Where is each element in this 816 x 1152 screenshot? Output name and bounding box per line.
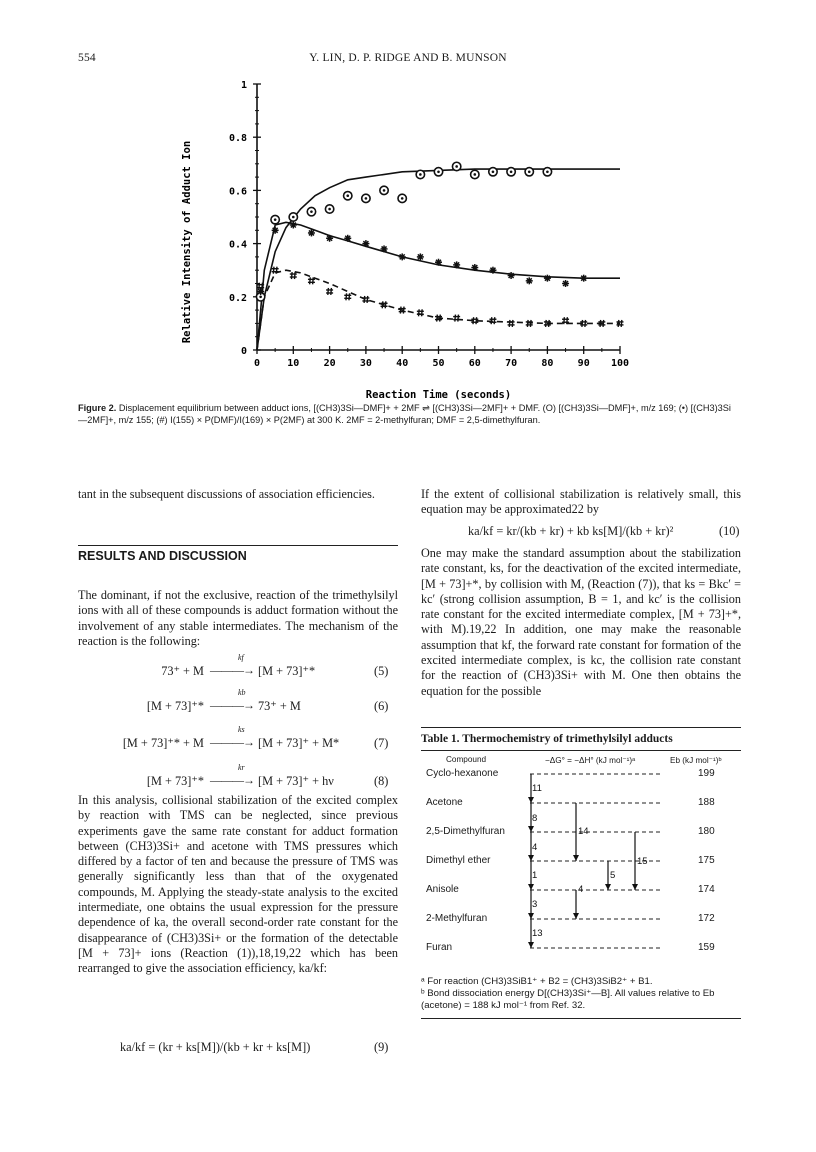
x-tick-label: 80 bbox=[541, 358, 554, 369]
series-2-point bbox=[508, 272, 515, 279]
series-3-point-stroke bbox=[346, 293, 347, 300]
ladder-value-label: 1 bbox=[532, 870, 538, 881]
ladder-arrow-head bbox=[573, 855, 579, 861]
reaction-arrow: ———→ bbox=[210, 773, 254, 787]
series-3-point-stroke bbox=[527, 320, 528, 327]
rate-constant-label: kr bbox=[238, 763, 245, 772]
series-1-point-center bbox=[328, 208, 331, 211]
series-3-point-stroke bbox=[364, 296, 365, 303]
rate-constant-label: kf bbox=[238, 653, 244, 662]
series-3-point-stroke bbox=[585, 320, 586, 327]
series-3-point-stroke bbox=[382, 301, 383, 308]
y-tick-label: 0.8 bbox=[228, 133, 247, 145]
table-compound-cell: Anisole bbox=[426, 884, 459, 895]
series-3-point-stroke bbox=[310, 277, 311, 284]
figure-caption bbox=[78, 403, 738, 426]
table-col-dg: −ΔG° = −ΔH° (kJ mol⁻¹)ᵃ bbox=[545, 756, 636, 765]
ladder-arrow-head bbox=[528, 942, 534, 948]
series-1-point-center bbox=[310, 210, 313, 213]
ladder-arrow-head bbox=[528, 913, 534, 919]
ladder-value-label: 15 bbox=[637, 856, 648, 867]
reaction-arrow: ———→ bbox=[210, 735, 254, 749]
table-compound-cell: Furan bbox=[426, 942, 453, 953]
equation-10: ka/kf = kr/(kb + kr) + kb ks[M]/(kb + kr)² bbox=[468, 524, 674, 538]
ladder-value-label: 4 bbox=[532, 842, 538, 853]
series-3-point-stroke bbox=[491, 317, 492, 324]
ladder-value-label: 4 bbox=[578, 884, 584, 895]
series-3-point-stroke bbox=[564, 317, 565, 324]
series-3-point-stroke bbox=[582, 320, 583, 327]
equation-9: ka/kf = (kr + ks[M])/(kb + kr + ks[M]) bbox=[120, 1040, 311, 1054]
right-paragraph-1: If the extent of collisional stabilization is relatively small, this equation may be approximated22 by bbox=[421, 487, 741, 517]
series-3-point-stroke bbox=[422, 309, 423, 316]
equation-rhs: [M + 73]⁺* bbox=[258, 664, 316, 678]
series-3-point-stroke bbox=[295, 272, 296, 279]
right-paragraph-2: One may make the standard assumption about the stabilization rate constant, ks, for the deactivation of the excited intermediate, [M + 73]+*, by collision with M, (Reaction (7)), that ks = Bkc′ = kc′ (strong collision assumption, B = 1, and kc′ is the collision rate constant for the excited intermediate complex, [M + 73]+*, with M).19,22 In addition, one may make the reasonable assumption that kf, the forward rate constant for formation of the excited intermediate complex, is kc, the collision rate constant for the reaction of (CH3)3Si+ with M. One then obtains the equation for the possible bbox=[421, 546, 741, 698]
table-header-rule bbox=[421, 750, 741, 751]
series-3-point-stroke bbox=[313, 277, 314, 284]
section-rule bbox=[78, 545, 398, 546]
series-3-point-stroke bbox=[367, 296, 368, 303]
series-3-point-stroke bbox=[546, 320, 547, 327]
series-1-point-center bbox=[510, 170, 513, 173]
series-3-point-stroke bbox=[530, 320, 531, 327]
ladder-arrow-head bbox=[528, 884, 534, 890]
series-3-point-stroke bbox=[349, 293, 350, 300]
table-compound-cell: 2,5-Dimethylfuran bbox=[426, 826, 505, 837]
equation-10-number: (10) bbox=[719, 524, 740, 538]
equation-row-7 bbox=[78, 725, 398, 752]
reaction-arrow: ———→ bbox=[210, 663, 254, 677]
table-compound-cell: Dimethyl ether bbox=[426, 855, 491, 866]
equation-lhs: [M + 73]⁺* bbox=[146, 699, 204, 713]
ladder-arrow-head bbox=[528, 797, 534, 803]
table-top-rule bbox=[421, 727, 741, 728]
series-3-point-stroke bbox=[621, 320, 622, 327]
equation-row-5 bbox=[78, 653, 398, 680]
x-tick-label: 20 bbox=[323, 358, 336, 369]
table-compound-cell: Acetone bbox=[426, 797, 463, 808]
series-1-point-center bbox=[346, 194, 349, 197]
series-1-point-center bbox=[383, 189, 386, 192]
table-compound-cell: Cyclo-hexanone bbox=[426, 768, 499, 779]
table-eb-cell: 172 bbox=[698, 913, 715, 924]
series-3-point-stroke bbox=[455, 315, 456, 322]
series-2-point bbox=[544, 275, 551, 282]
series-3-point-stroke bbox=[440, 315, 441, 322]
series-2-point bbox=[290, 221, 297, 228]
equation-number: (8) bbox=[374, 774, 389, 788]
series-2-point bbox=[471, 264, 478, 271]
series-1-point-center bbox=[528, 170, 531, 173]
ladder-value-label: 14 bbox=[578, 826, 589, 837]
series-2-point bbox=[435, 259, 442, 266]
rate-constant-label: kb bbox=[238, 688, 246, 697]
series-1-point-center bbox=[274, 218, 277, 221]
series-3-point-stroke bbox=[600, 320, 601, 327]
series-3-point-stroke bbox=[385, 301, 386, 308]
ladder-value-label: 11 bbox=[532, 783, 542, 794]
series-3-point bbox=[344, 293, 351, 300]
series-3-point-stroke bbox=[549, 320, 550, 327]
table-bottom-rule bbox=[421, 1018, 741, 1019]
y-tick-label: 0.6 bbox=[228, 186, 247, 198]
series-2-point bbox=[417, 253, 424, 260]
x-tick-label: 30 bbox=[359, 358, 372, 369]
table-eb-cell: 175 bbox=[698, 855, 715, 866]
series-2-point bbox=[526, 277, 533, 284]
series-1-point-center bbox=[401, 197, 404, 200]
series-3-point-stroke bbox=[476, 317, 477, 324]
ladder-value-label: 8 bbox=[532, 813, 538, 824]
series-3-point-stroke bbox=[403, 307, 404, 314]
series-3-point-stroke bbox=[276, 267, 277, 274]
series-3-point-stroke bbox=[292, 272, 293, 279]
ladder-arrow-head bbox=[528, 855, 534, 861]
ladder-value-label: 13 bbox=[532, 928, 543, 939]
table-footnote-b: ᵇ Bond dissociation energy D[(CH3)3Si⁺—B]. All values relative to Eb (acetone) = 188 kJ mol⁻¹ from Ref. 32. bbox=[421, 988, 715, 1011]
table-footnote-a: ᵃ For reaction (CH3)3SiB1⁺ + B2 = (CH3)3SiB2⁺ + B1. bbox=[421, 976, 653, 987]
series-1-point-center bbox=[492, 170, 495, 173]
table-col-eb: Eb (kJ mol⁻¹)ᵇ bbox=[670, 756, 722, 765]
series-1-point-center bbox=[365, 197, 368, 200]
series-3-point-stroke bbox=[437, 315, 438, 322]
equation-number: (7) bbox=[374, 736, 389, 750]
series-3-point-stroke bbox=[328, 288, 329, 295]
series-3-point-stroke bbox=[618, 320, 619, 327]
series-3-point bbox=[508, 320, 515, 327]
series-2-point bbox=[272, 227, 279, 234]
series-2-point bbox=[381, 245, 388, 252]
equation-rhs: [M + 73]⁺ + hν bbox=[258, 774, 334, 788]
series-1-point-center bbox=[474, 173, 477, 176]
equation-row-8 bbox=[78, 763, 398, 790]
x-tick-label: 70 bbox=[505, 358, 518, 369]
series-3-point bbox=[453, 315, 460, 322]
series-2-point bbox=[399, 253, 406, 260]
table-eb-cell: 199 bbox=[698, 768, 715, 779]
x-tick-label: 50 bbox=[432, 358, 445, 369]
series-3-point-stroke bbox=[567, 317, 568, 324]
equation-number: (6) bbox=[374, 699, 389, 713]
thermochemistry-ladder bbox=[520, 764, 670, 974]
equation-lhs: 73⁺ + M bbox=[161, 664, 204, 678]
y-axis-label: Relative Intensity of Adduct Ion bbox=[181, 140, 193, 344]
y-tick-label: 0.4 bbox=[228, 239, 247, 251]
series-1-point-center bbox=[455, 165, 458, 168]
series-2-point bbox=[344, 235, 351, 242]
ladder-arrow-head bbox=[528, 826, 534, 832]
results-paragraph-2: In this analysis, collisional stabilization of the excited complex by reaction with TMS can be neglected, since previous experiments gave the same rate constant for adduct formation between (CH3)3Si+ and acetone with TMS pressures which differed by a factor of ten and because the pressure of TMS was generally significantly less than that of the oxygenated compounds, M. Applying the steady-state analysis to the excited intermediate, one obtains the usual expression for the pressure dependence of ka, the overall second-order rate constant for the disappearance of (CH3)3Si+ or the formation of the detectable [M + 73]+ ions (Reaction (1)),18,19,22 which has been rearranged to give the association efficiency, ka/kf: bbox=[78, 793, 398, 976]
series-3-point-stroke bbox=[458, 315, 459, 322]
x-tick-label: 90 bbox=[577, 358, 590, 369]
equation-9-number: (9) bbox=[374, 1040, 389, 1054]
series-3-point-stroke bbox=[262, 283, 263, 290]
series-2-point bbox=[562, 280, 569, 287]
rate-constant-label: ks bbox=[238, 725, 245, 734]
y-tick-label: 0.2 bbox=[228, 292, 247, 304]
figure-caption-label: Figure 2. bbox=[78, 403, 117, 413]
table-compound-cell: 2-Methylfuran bbox=[426, 913, 488, 924]
figure-caption-text: Displacement equilibrium between adduct ions, [(CH3)3Si—DMF]+ + 2MF ⇌ [(CH3)3Si—2MF]+ + DMF. (O) [(CH3)3Si—DMF]+, m/z 169; (•) [(CH3)3Si—2MF]+, m/z 155; (#) I(155) × P(DMF)/I(169) × P(2MF) at 300 K. 2MF = 2-methylfuran; DMF = 2,5-dimethylfuran. bbox=[78, 403, 731, 425]
x-tick-label: 10 bbox=[287, 358, 300, 369]
results-paragraph-1: The dominant, if not the exclusive, reaction of the trimethylsilyl ions with all of these compounds is adduct formation without the involvement of any stable intermediates. The mechanism of the reaction is the following: bbox=[78, 588, 398, 648]
ladder-value-label: 5 bbox=[610, 870, 616, 881]
x-tick-label: 40 bbox=[396, 358, 409, 369]
series-2-point bbox=[580, 275, 587, 282]
table-eb-cell: 159 bbox=[698, 942, 715, 953]
series-2-point bbox=[362, 240, 369, 247]
ladder-arrow-head bbox=[573, 913, 579, 919]
y-tick-label: 0 bbox=[240, 346, 247, 357]
table-eb-cell: 174 bbox=[698, 884, 715, 895]
figure-2-chart bbox=[120, 70, 680, 410]
reaction-arrow: ———→ bbox=[210, 698, 254, 712]
series-1-point-center bbox=[292, 216, 295, 219]
equation-lhs: [M + 73]⁺* bbox=[146, 774, 204, 788]
series-3-point-stroke bbox=[473, 317, 474, 324]
series-3-point-stroke bbox=[419, 309, 420, 316]
series-3-point-stroke bbox=[509, 320, 510, 327]
table-col-compound: Compound bbox=[446, 755, 487, 764]
equation-row-6 bbox=[78, 688, 398, 715]
series-3-point-stroke bbox=[603, 320, 604, 327]
ladder-arrow-head bbox=[632, 884, 638, 890]
series-3-point bbox=[362, 296, 369, 303]
series-3-point bbox=[290, 272, 297, 279]
x-tick-label: 60 bbox=[468, 358, 481, 369]
intro-paragraph: tant in the subsequent discussions of association efficiencies. bbox=[78, 487, 375, 501]
series-3-point-stroke bbox=[259, 283, 260, 290]
table-eb-cell: 180 bbox=[698, 826, 715, 837]
x-axis-label: Reaction Time (seconds) bbox=[365, 389, 512, 401]
series-3-point-stroke bbox=[331, 288, 332, 295]
series-2-point bbox=[257, 288, 264, 295]
page-number: 554 bbox=[78, 52, 96, 64]
series-3-point-stroke bbox=[400, 307, 401, 314]
y-tick-label: 1 bbox=[240, 80, 247, 91]
section-heading: RESULTS AND DISCUSSION bbox=[78, 549, 247, 563]
series-2-point bbox=[489, 267, 496, 274]
table-title: Table 1. Thermochemistry of trimethylsilyl adducts bbox=[421, 733, 673, 745]
series-1-point-center bbox=[546, 170, 549, 173]
equation-number: (5) bbox=[374, 664, 389, 678]
ladder-value-label: 3 bbox=[532, 899, 538, 910]
running-head: Y. LIN, D. P. RIDGE AND B. MUNSON bbox=[309, 52, 507, 64]
table-eb-cell: 188 bbox=[698, 797, 715, 808]
equation-rhs: [M + 73]⁺ + M* bbox=[258, 736, 340, 750]
ladder-arrow-head bbox=[605, 884, 611, 890]
equation-lhs: [M + 73]⁺* + M bbox=[122, 736, 204, 750]
series-2-point bbox=[308, 229, 315, 236]
series-2-point bbox=[326, 235, 333, 242]
series-1-point-center bbox=[259, 296, 262, 299]
x-tick-label: 100 bbox=[610, 358, 630, 369]
series-1-point-center bbox=[419, 173, 422, 176]
equation-rhs: 73⁺ + M bbox=[258, 699, 301, 713]
series-3-point bbox=[326, 288, 333, 295]
x-tick-label: 0 bbox=[253, 358, 261, 369]
series-3-point-stroke bbox=[512, 320, 513, 327]
series-2-point bbox=[453, 261, 460, 268]
series-1-point-center bbox=[437, 170, 440, 173]
series-3-point-stroke bbox=[494, 317, 495, 324]
series-3-point-stroke bbox=[273, 267, 274, 274]
